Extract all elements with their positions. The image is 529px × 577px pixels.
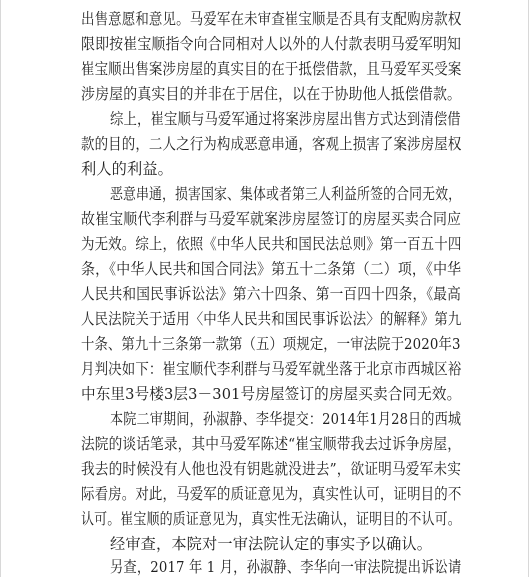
text-line: 综上，崔宝顺与马爱军通过将案涉房屋出售方式达到清偿借	[110, 110, 461, 128]
text-line: 法院的谈话笔录，其中马爱军陈述“崔宝顺带我去过诉争房屋，	[81, 435, 462, 453]
text-line: 经审查，本院对一审法院认定的事实予以确认。	[110, 535, 433, 553]
text-line: 条，《中华人民共和国合同法》第五十二条第（二）项，《中华	[81, 260, 462, 278]
text-line: 认可。崔宝顺的质证意见为，真实性无法确认，证明目的不认可。	[81, 510, 461, 528]
text-line: 故崔宝顺代李利群与马爱军就案涉房屋签订的房屋买卖合同应	[81, 210, 462, 228]
text-line: 另查，2017 年 1 月，孙淑静、李华向一审法院提出诉讼请	[110, 558, 462, 576]
text-line: 为无效。综上，依照《中华人民共和国民法总则》第一百五十四	[81, 235, 462, 253]
text-line: 人民共和国民事诉讼法》第六十四条、第一百四十四条，《最高	[81, 285, 461, 303]
text-line: 十条、第九十三条第一款第（五）项规定，一审法院于2020年3	[81, 335, 461, 353]
text-line: 崔宝顺出售案涉房屋的真实目的在于抵偿借款，且马爱军买受案	[81, 60, 462, 78]
text-line: 限即按崔宝顺指令向合同相对人以外的人付款表明马爱军明知	[81, 35, 462, 53]
text-line: 款的目的，二人之行为构成恶意串通，客观上损害了案涉房屋权	[81, 135, 462, 153]
text-line: 恶意串通，损害国家、集体或者第三人利益所签的合同无效，	[110, 185, 462, 203]
text-line: 人民法院关于适用〈中华人民共和国民事诉讼法〉的解释》第九	[81, 310, 462, 328]
text-line: 本院二审期间，孙淑静、李华提交：2014年1月28日的西城	[110, 410, 462, 428]
text-line: 涉房屋的真实目的并非在于居住，以在于协助他人抵偿借款。	[81, 85, 462, 103]
text-line: 月判决如下：崔宝顺代李利群与马爱军就坐落于北京市西城区裕	[81, 360, 462, 378]
text-line: 出售意愿和意见。马爱军在未审查崔宝顺是否具有支配购房款权	[81, 10, 462, 28]
text-line: 际看房。对此，马爱军的质证意见为，真实性认可，证明目的不	[81, 485, 462, 503]
text-line: 利人的利益。	[81, 160, 174, 178]
text-line: 我去的时候没有人他也没有钥匙就没进去”，欲证明马爱军未实	[81, 460, 462, 478]
text-line: 中东里3号楼3层3－301号房屋签订的房屋买卖合同无效。	[81, 385, 462, 403]
